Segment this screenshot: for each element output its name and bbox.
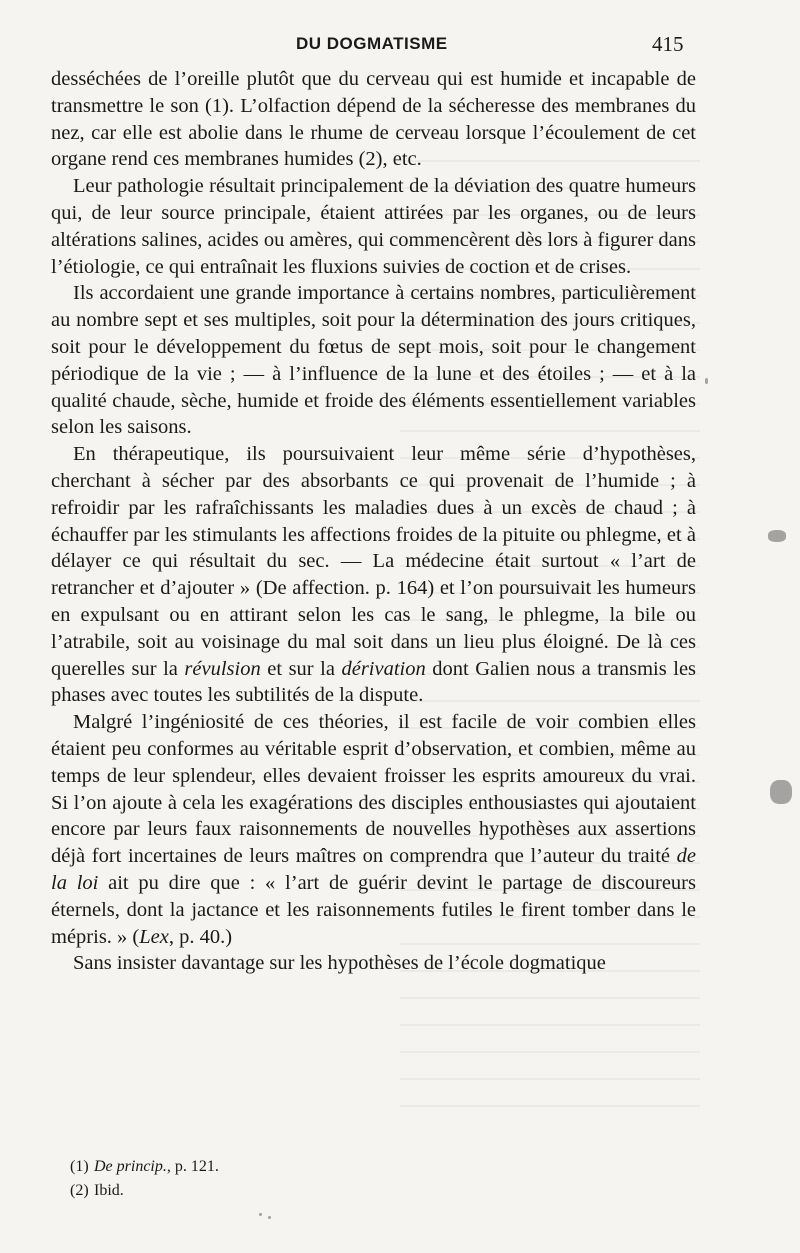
paragraph-4-text-b: et sur la	[267, 657, 335, 680]
paragraph-2: Leur pathologie résultait principalement de la déviation des quatre humeurs qui, de leur source principale, étaient attirées par les organes, ou de leurs altérations salines, acides ou amères, qui commencèrent dès lors à figurer dans l’étiologie, ce qui entraînait les fluxions suivies de coction et de crises.	[51, 175, 696, 278]
page-number: 415	[652, 32, 684, 56]
footnote-2-text: Ibid.	[94, 1182, 124, 1199]
footnotes	[70, 1155, 670, 1203]
margin-blot-lower	[770, 780, 792, 804]
footnote-1-mark: (1)	[70, 1158, 89, 1175]
running-title: DU DOGMATISME	[296, 34, 448, 53]
footnote-1	[70, 1155, 670, 1179]
body-text	[51, 66, 696, 977]
footnote-1-work: De princip.	[94, 1158, 167, 1175]
margin-blot-upper	[768, 530, 786, 542]
paragraph-5-text-c: , p. 40.)	[168, 925, 233, 948]
bottom-dot-1	[259, 1213, 262, 1216]
margin-dot-small	[705, 378, 708, 384]
footnote-2-mark: (2)	[70, 1182, 89, 1199]
treatise-title: de la loi	[51, 845, 696, 894]
term-revulsion: révulsion	[184, 657, 261, 680]
bottom-dot-2	[268, 1216, 271, 1219]
term-derivation: dérivation	[341, 657, 426, 680]
paragraph-4	[51, 441, 696, 709]
paragraph-4-text-a: En thérapeutique, ils poursuivaient leur même série d’hypothèses, cherchant à sécher par des absorbants ce qui provenait de l’humide ; à refroidir par les rafraîchissants les maladies dues à un excès de chaud ; à échauffer par les stimulants les affections froides de la pituite ou phlegme, et à délayer ce qui résultait du sec. — La médecine était surtout « l’art de retrancher et d’ajouter » (De affection. p. 164) et l’on poursuivait les humeurs en expulsant ou en attirant selon les cas le sang, le phlegme, la bile ou l’atrabile, soit au voisinage du mal soit dans un lieu plus éloigné. De là ces querelles sur la	[51, 443, 696, 680]
paragraph-5	[51, 709, 696, 950]
paragraph-5-text-b: ait pu dire que : « l’art de guérir devint le partage de discoureurs éternels, dont la jactance et les raisonnements futiles le firent tomber dans le mépris. » (	[51, 871, 696, 948]
running-head	[0, 30, 800, 60]
paragraph-6: Sans insister davantage sur les hypothèses de l’école dogmatique	[73, 952, 606, 975]
paragraph-5-text-a: Malgré l’ingéniosité de ces théories, il est facile de voir combien elles étaient peu conformes au véritable esprit d’observation, et combien, même au temps de leur splendeur, elles devaient froisser les esprits amoureux du vrai. Si l’on ajoute à cela les exagérations des disciples enthousiastes qui ajoutaient encore par leurs faux raisonnements de nouvelles hypothèses aux assertions déjà fort incertaines de leurs maîtres on comprendra que l’auteur du traité	[51, 711, 696, 868]
paragraph-4-text-c: dont Galien nous a transmis les phases avec toutes les subtilités de la dispute.	[51, 657, 697, 707]
footnote-2	[70, 1179, 670, 1203]
citation-lex: Lex	[139, 925, 169, 948]
paragraph-3: Ils accordaient une grande importance à certains nombres, particulièrement au nombre sept et ses multiples, soit pour la détermination des jours critiques, soit pour le développement du fœtus de sept mois, soit pour le changement périodique de la vie ; — à l’influence de la lune et des étoiles ; — et à la qualité chaude, sèche, humide et froide des éléments essentiellement variables selon les saisons.	[51, 282, 696, 439]
footnote-1-rest: , p. 121.	[166, 1158, 219, 1175]
paragraph-1: desséchées de l’oreille plutôt que du cerveau qui est humide et incapable de transmettre le son (1). L’olfaction dépend de la sécheresse des membranes du nez, car elle est abolie dans le rhume de cerveau lorsque l’écoulement de cet organe rend ces membranes humides (2), etc.	[51, 68, 696, 171]
